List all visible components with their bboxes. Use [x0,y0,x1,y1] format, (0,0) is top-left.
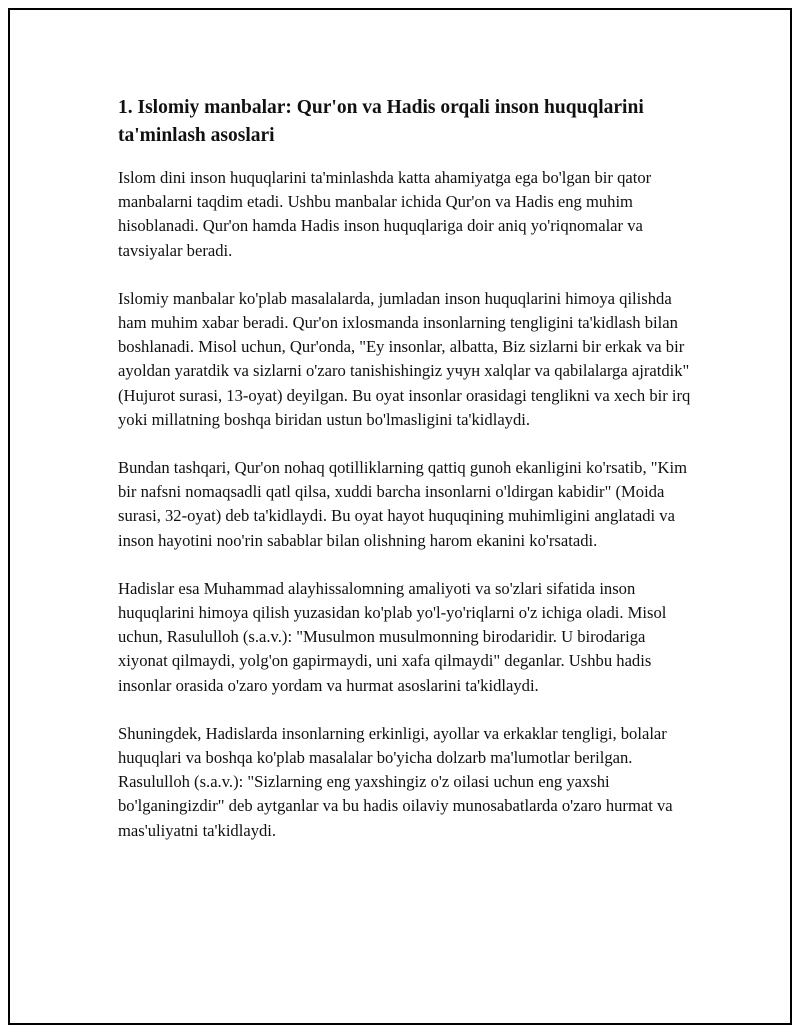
paragraph-4: Hadislar esa Muhammad alayhissalomning amaliyoti va so'zlari sifatida inson huquqlarini himoya qilish yuzasidan ko'plab yo'l-yo'riqlarni o'z ichiga oladi. Misol uchun, Rasululloh (s.a.v.): "Musulmon musulmonning birodaridir. U birodariga xiyonat qilmaydi, yolg'on gapirmaydi, uni xafa qilmaydi" deganlar. Ushbu hadis insonlar orasida o'zaro yordam va hurmat asoslarini ta'kidlaydi. [118,578,667,695]
paragraph-5: Shuningdek, Hadislarda insonlarning erkinligi, ayollar va erkaklar tengligi, bolalar huquqlari va boshqa ko'plab masalalar bo'yicha dolzarb ma'lumotlar berilgan. Rasululloh (s.a.v.): "Sizlarning eng yaxshingiz o'z oilasi uchun eng yaxshi bo'lganingizdir" deb aytganlar va bu hadis oilaviy munosabatlarda o'zaro hurmat va mas'uliyatni ta'kidlaydi. [118,723,673,840]
document-body [118,94,698,867]
paragraph-3: Bundan tashqari, Qur'on nohaq qotilliklarning qattiq gunoh ekanligini ko'rsatib, "Kim bir nafsni nomaqsadli qatl qilsa, xuddi barcha insonlarni o'ldirgan kabidir" (Moida surasi, 32-oyat) deb ta'kidlaydi. Bu oyat hayot huquqining muhimligini anglatadi va inson hayotini noo'rin sabablar bilan olishning harom ekanini ko'rsatadi. [118,458,688,550]
paragraph-2: Islomiy manbalar ko'plab masalalarda, jumladan inson huquqlarini himoya qilishda ham muhim xabar beradi. Qur'on ixlosmanda insonlarning tengligini ta'kidlash bilan boshlanadi. Misol uchun, Qur'onda, "Ey insonlar, albatta, Biz sizlarni bir erkak va bir ayoldan yaratdik va sizlarni o'zaro tanishishingiz учун xalqlar va qabilalarga ajratdik" (Hujurot surasi, 13-oyat) deyilgan. Bu oyat insonlar orasidagi tenglikni va xech bir irq yoki millatning boshqa biridan ustun bo'lmasligini ta'kidlaydi. [118,288,691,429]
section-heading: 1. Islomiy manbalar: Qur'on va Hadis orqali inson huquqlarini ta'minlash asoslari [118,97,644,146]
paragraph-1: Islom dini inson huquqlarini ta'minlashda katta ahamiyatga ega bo'lgan bir qator manbalarni taqdim etadi. Ushbu manbalar ichida Qur'on va Hadis eng muhim hisoblanadi. Qur'on hamda Hadis inson huquqlariga doir aniq yo'riqnomalar va tavsiyalar beradi. [118,168,652,260]
